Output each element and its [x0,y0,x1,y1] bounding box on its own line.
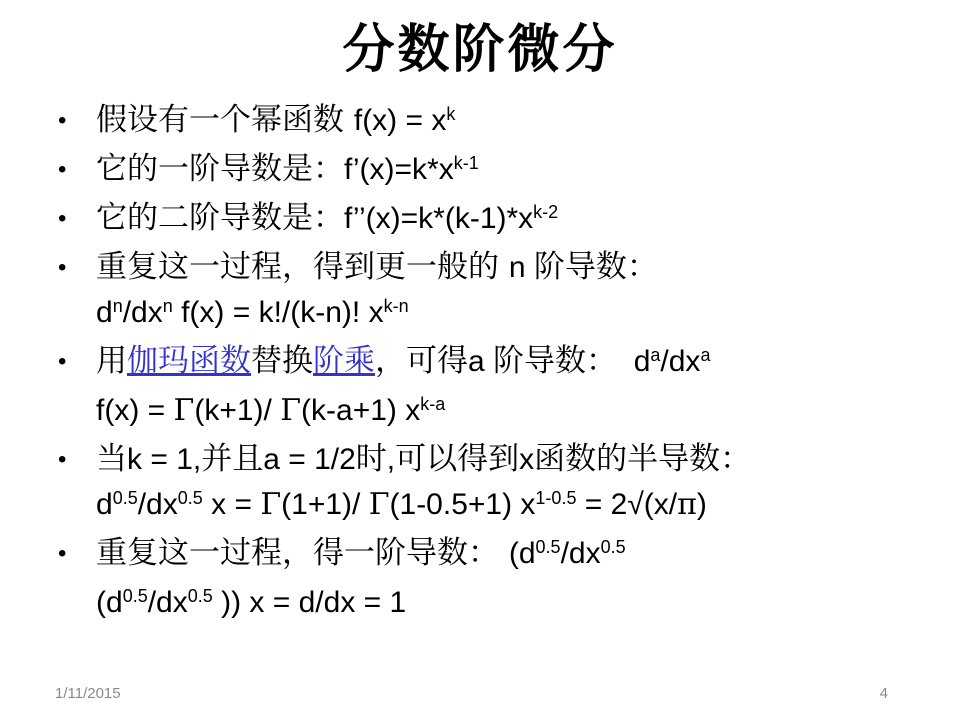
text-segment: a = 1/2 [263,442,356,476]
text-segment: (1-0.5+1) x [389,487,536,521]
superscript: 0.5 [177,487,203,508]
superscript: n [112,295,123,316]
superscript: 0.5 [187,585,213,606]
bullet-text [96,196,932,245]
text-segment: d [617,344,651,378]
text-segment: 阶导数： [533,248,658,285]
bullet-marker-icon: • [58,106,67,134]
text-line [96,437,932,482]
superscript: k-1 [453,152,479,173]
text-segment: π [677,486,697,522]
slide-title: 分数阶微分 [342,19,618,80]
text-segment: k = 1, [127,442,202,476]
text-segment: 重复这一过程，得一阶导数： [96,534,509,571]
text-segment: 当 [96,440,127,477]
text-segment: Γ [280,392,302,428]
superscript: 0.5 [535,536,561,557]
bullet-text [96,339,932,437]
text-segment: 阶导数： [493,342,618,379]
text-segment: f’’(x)=k*(k-1)*x [344,201,534,235]
text-line [96,245,932,290]
text-segment: Γ [260,486,282,522]
superscript: 0.5 [112,487,138,508]
bullet-item [58,147,932,196]
text-segment: d [96,487,113,521]
text-segment: 假设有一个幂函数 [96,101,354,138]
bullet-list [0,98,960,629]
text-line [96,339,932,388]
link-gamma-function[interactable]: 伽玛函数 [127,342,251,379]
bullet-marker-icon: • [58,155,67,183]
text-line [96,98,932,147]
bullet-item [58,531,932,629]
superscript: 0.5 [122,585,148,606]
bullet-item [58,196,932,245]
text-line [96,482,932,531]
text-segment: , [386,442,396,476]
text-segment: n [508,250,534,284]
superscript: 0.5 [600,536,626,557]
text-segment: Γ [368,486,390,522]
text-segment: x = [202,487,261,521]
text-line [96,147,932,196]
text-segment: (k-a+1) x [301,393,421,427]
text-segment: 函数的半导数： [534,440,752,477]
text-segment: 可以得到 [395,440,520,477]
bullet-item [58,437,932,531]
text-line [96,196,932,245]
text-line [96,290,932,339]
bullet-text [96,98,932,147]
text-segment: ，可得 [375,342,468,379]
page-number: 4 [879,685,888,702]
text-segment: (1+1)/ [281,487,369,521]
text-segment: 重复这一过程，得到更一般的 [96,248,509,285]
superscript: k-n [383,295,409,316]
text-segment: 它的二阶导数是： [96,199,344,236]
bullet-marker-icon: • [58,253,67,281]
text-segment: f(x) = k!/(k-n)! x [172,295,384,329]
bullet-text [96,147,932,196]
superscript: 1-0.5 [535,487,577,508]
text-segment: x [519,442,535,476]
text-segment: /dx [660,344,701,378]
text-segment: (d [96,585,123,619]
bullet-marker-icon: • [58,445,67,473]
bullet-item [58,245,932,339]
text-segment: = 2√(x/ [576,487,678,521]
superscript: k [446,103,456,124]
text-segment: )) x = d/dx = 1 [212,585,407,619]
superscript: a [700,344,711,365]
link-factorial[interactable]: 阶乘 [313,342,375,379]
bullet-text [96,437,932,531]
text-segment: Γ [173,392,195,428]
text-segment: d [96,295,113,329]
text-segment: f’(x)=k*x [344,152,454,186]
footer-date: 1/11/2015 [55,685,121,702]
text-segment: f(x) = [96,393,174,427]
text-segment: (k+1)/ [194,393,281,427]
superscript: a [650,344,661,365]
text-segment: /dx [147,585,188,619]
bullet-item [58,339,932,437]
bullet-marker-icon: • [58,539,67,567]
text-segment: /dx [137,487,178,521]
text-line [96,580,932,629]
text-segment: 并且 [201,440,264,477]
text-line [96,388,932,437]
text-segment: 替换 [251,342,313,379]
text-segment: (d [508,536,536,570]
bullet-text [96,245,932,339]
text-segment: /dx [122,295,163,329]
bullet-text [96,531,932,629]
text-segment: /dx [560,536,601,570]
superscript: n [162,295,173,316]
text-segment: 用 [96,342,127,379]
text-segment: 时 [355,440,387,477]
bullet-item [58,98,932,147]
superscript: k-2 [533,201,559,222]
superscript: k-a [420,393,446,414]
text-segment: a [468,344,494,378]
bullet-marker-icon: • [58,347,67,375]
text-segment: ) [696,487,707,521]
text-line [96,531,932,580]
bullet-marker-icon: • [58,204,67,232]
text-segment: f(x) = x [353,103,447,137]
text-segment: 它的一阶导数是： [96,150,344,187]
